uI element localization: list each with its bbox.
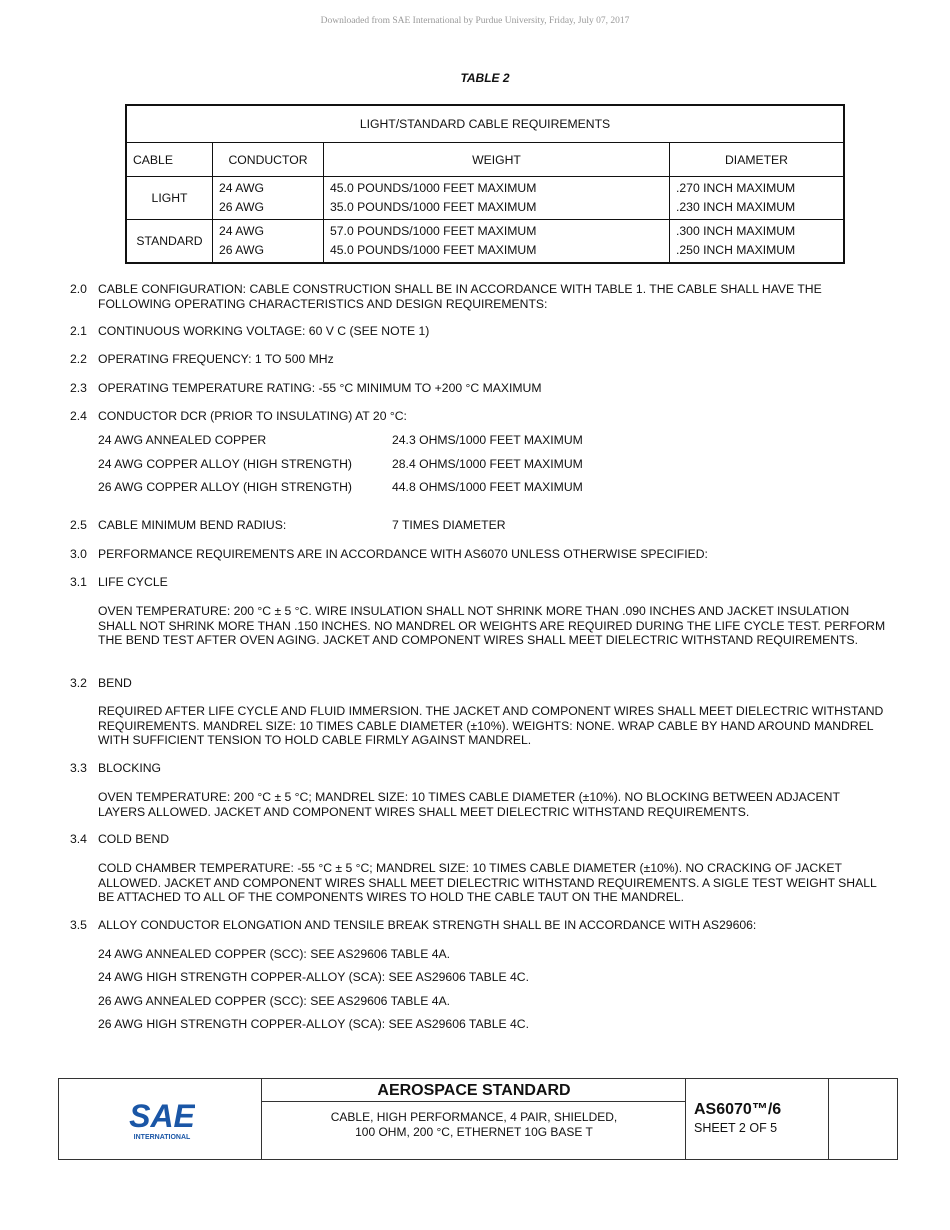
- section-text: CONTINUOUS WORKING VOLTAGE: 60 V C (SEE NOTE 1): [98, 324, 430, 338]
- section-3-5: [70, 918, 890, 933]
- section-2-5: [70, 518, 890, 533]
- dcr-value: 44.8 OHMS/1000 FEET MAXIMUM: [392, 480, 583, 494]
- section-3-0: [70, 547, 890, 562]
- dcr-label: 24 AWG COPPER ALLOY (HIGH STRENGTH): [98, 457, 352, 471]
- section-number: 3.5: [70, 918, 87, 932]
- conductor-value: 24 AWG: [219, 181, 264, 195]
- section-number: 2.1: [70, 324, 87, 338]
- section-2-1: [70, 324, 890, 339]
- section-number: 3.1: [70, 575, 87, 589]
- section-heading: BEND: [98, 676, 132, 690]
- dcr-item: [98, 457, 888, 472]
- table-caption: LIGHT/STANDARD CABLE REQUIREMENTS: [126, 105, 844, 143]
- dcr-value: 28.4 OHMS/1000 FEET MAXIMUM: [392, 457, 583, 471]
- table-row-light: [126, 177, 844, 220]
- sae-logo: [129, 1097, 195, 1141]
- alloy-item: 26 AWG ANNEALED COPPER (SCC): SEE AS29606 TABLE 4A.: [98, 994, 450, 1008]
- conductor-cell: [213, 177, 324, 220]
- cable-type-cell: LIGHT: [126, 177, 213, 220]
- section-text: OPERATING TEMPERATURE RATING: -55 °C MINIMUM TO +200 °C MAXIMUM: [98, 381, 542, 395]
- download-watermark: Downloaded from SAE International by Purdue University, Friday, July 07, 2017: [320, 16, 630, 26]
- section-number: 2.4: [70, 409, 87, 423]
- weight-value: 45.0 POUNDS/1000 FEET MAXIMUM: [330, 243, 537, 257]
- diameter-value: .250 INCH MAXIMUM: [676, 243, 796, 257]
- dcr-label: 26 AWG COPPER ALLOY (HIGH STRENGTH): [98, 480, 352, 494]
- conductor-value: 24 AWG: [219, 224, 264, 238]
- col-header-cable: CABLE: [126, 143, 213, 177]
- cable-requirements-table: [125, 104, 845, 264]
- title-line: 100 OHM, 200 °C, ETHERNET 10G BASE T: [355, 1125, 593, 1139]
- diameter-cell: [670, 177, 845, 220]
- alloy-item: 26 AWG HIGH STRENGTH COPPER-ALLOY (SCA): SEE AS29606 TABLE 4C.: [98, 1017, 529, 1031]
- section-body: REQUIRED AFTER LIFE CYCLE AND FLUID IMMERSION. THE JACKET AND COMPONENT WIRES SHALL MEET DIELECTRIC WITHSTAND REQUIREMENTS. MANDREL SIZE: 10 TIMES CABLE DIAMETER (±10%). WEIGHTS: NONE. WRAP CABLE BY HAND AROUND MANDREL WITH SUFFICIENT TENSION TO HOLD CABLE FIRMLY AGAINST MANDREL.: [98, 704, 884, 747]
- bend-radius-value: 7 TIMES DIAMETER: [392, 518, 506, 532]
- section-3-1: [70, 575, 890, 590]
- alloy-item: 24 AWG HIGH STRENGTH COPPER-ALLOY (SCA): SEE AS29606 TABLE 4C.: [98, 970, 529, 984]
- section-text: CABLE MINIMUM BEND RADIUS:: [98, 518, 287, 532]
- diameter-value: .270 INCH MAXIMUM: [676, 181, 796, 195]
- diameter-value: .230 INCH MAXIMUM: [676, 200, 796, 214]
- col-header-conductor: CONDUCTOR: [213, 143, 324, 177]
- sheet-number: SHEET 2 OF 5: [694, 1121, 778, 1135]
- weight-cell: [324, 177, 670, 220]
- section-text: CONDUCTOR DCR (PRIOR TO INSULATING) AT 20 °C:: [98, 409, 407, 423]
- section-number: 3.4: [70, 832, 87, 846]
- section-heading: LIFE CYCLE: [98, 575, 168, 589]
- aerospace-standard-header: AEROSPACE STANDARD: [262, 1079, 686, 1102]
- section-number: 3.3: [70, 761, 87, 775]
- section-body: COLD CHAMBER TEMPERATURE: -55 °C ± 5 °C; MANDREL SIZE: 10 TIMES CABLE DIAMETER (±10%). NO CRACKING OF JACKET ALLOWED. JACKET AND COMPONENT WIRES SHALL MEET DIELECTRIC WITHSTAND REQUIREMENTS. A SIGLE TEST WEIGHT SHALL BE ATTACHED TO ALL OF THE COMPONENTS WIRES TO HOLD THE CABLE TAUT ON THE MANDREL.: [98, 861, 877, 904]
- section-2-0: [70, 282, 890, 311]
- document-number: AS6070™/6: [694, 1101, 782, 1118]
- table-row-standard: [126, 220, 844, 264]
- weight-value: 57.0 POUNDS/1000 FEET MAXIMUM: [330, 224, 537, 238]
- section-heading: BLOCKING: [98, 761, 161, 775]
- dcr-label: 24 AWG ANNEALED COPPER: [98, 433, 267, 447]
- dcr-value: 24.3 OHMS/1000 FEET MAXIMUM: [392, 433, 583, 447]
- conductor-value: 26 AWG: [219, 243, 264, 257]
- section-2-4: [70, 409, 890, 424]
- conductor-value: 26 AWG: [219, 200, 264, 214]
- section-text: ALLOY CONDUCTOR ELONGATION AND TENSILE BREAK STRENGTH SHALL BE IN ACCORDANCE WITH AS29606:: [98, 918, 757, 932]
- col-header-diameter: DIAMETER: [670, 143, 845, 177]
- weight-value: 35.0 POUNDS/1000 FEET MAXIMUM: [330, 200, 537, 214]
- cable-type-cell: STANDARD: [126, 220, 213, 264]
- section-3-4: [70, 832, 890, 847]
- section-number: 2.5: [70, 518, 87, 532]
- title-line: CABLE, HIGH PERFORMANCE, 4 PAIR, SHIELDED,: [330, 1110, 618, 1124]
- table-title: TABLE 2: [460, 71, 510, 85]
- conductor-cell: [213, 220, 324, 264]
- section-text: PERFORMANCE REQUIREMENTS ARE IN ACCORDANCE WITH AS6070 UNLESS OTHERWISE SPECIFIED:: [98, 547, 708, 561]
- logo-text: SAE: [129, 1098, 195, 1134]
- section-number: 3.0: [70, 547, 87, 561]
- weight-value: 45.0 POUNDS/1000 FEET MAXIMUM: [330, 181, 537, 195]
- section-number: 3.2: [70, 676, 87, 690]
- section-number: 2.3: [70, 381, 87, 395]
- section-body: OVEN TEMPERATURE: 200 °C ± 5 °C; MANDREL SIZE: 10 TIMES CABLE DIAMETER (±10%). NO BLOCKING BETWEEN ADJACENT LAYERS ALLOWED. JACKET AND COMPONENT WIRES SHALL MEET DIELECTRIC WITHSTAND REQUIREMENTS.: [98, 790, 840, 819]
- section-text: CABLE CONFIGURATION: CABLE CONSTRUCTION SHALL BE IN ACCORDANCE WITH TABLE 1. THE CABLE SHALL HAVE THE FOLLOWING OPERATING CHARACTERISTICS AND DESIGN REQUIREMENTS:: [98, 282, 822, 311]
- section-3-2: [70, 676, 890, 691]
- dcr-item: [98, 480, 888, 495]
- title-block: [58, 1078, 898, 1160]
- diameter-value: .300 INCH MAXIMUM: [676, 224, 796, 238]
- dcr-item: [98, 433, 888, 448]
- alloy-item: 24 AWG ANNEALED COPPER (SCC): SEE AS29606 TABLE 4A.: [98, 947, 450, 961]
- section-2-2: [70, 352, 890, 367]
- section-number: 2.2: [70, 352, 87, 366]
- logo-subtext: INTERNATIONAL: [133, 1134, 191, 1141]
- logo-cell: [59, 1079, 262, 1159]
- section-3-3: [70, 761, 890, 776]
- section-body: OVEN TEMPERATURE: 200 °C ± 5 °C. WIRE INSULATION SHALL NOT SHRINK MORE THAN .090 INCHES AND JACKET INSULATION SHALL NOT SHRINK MORE THAN .150 INCHES. NO MANDREL OR WEIGHTS ARE REQUIRED DURING THE LIFE CYCLE TEST. PERFORM THE BEND TEST AFTER OVEN AGING. JACKET AND COMPONENT WIRES SHALL MEET DIELECTRIC WITHSTAND REQUIREMENTS.: [98, 604, 886, 647]
- col-header-weight: WEIGHT: [324, 143, 670, 177]
- section-number: 2.0: [70, 282, 87, 296]
- diameter-cell: [670, 220, 845, 264]
- docno-cell: [686, 1079, 829, 1159]
- section-heading: COLD BEND: [98, 832, 170, 846]
- document-title: [262, 1110, 686, 1140]
- section-text: OPERATING FREQUENCY: 1 TO 500 MHz: [98, 352, 334, 366]
- section-2-3: [70, 381, 890, 396]
- weight-cell: [324, 220, 670, 264]
